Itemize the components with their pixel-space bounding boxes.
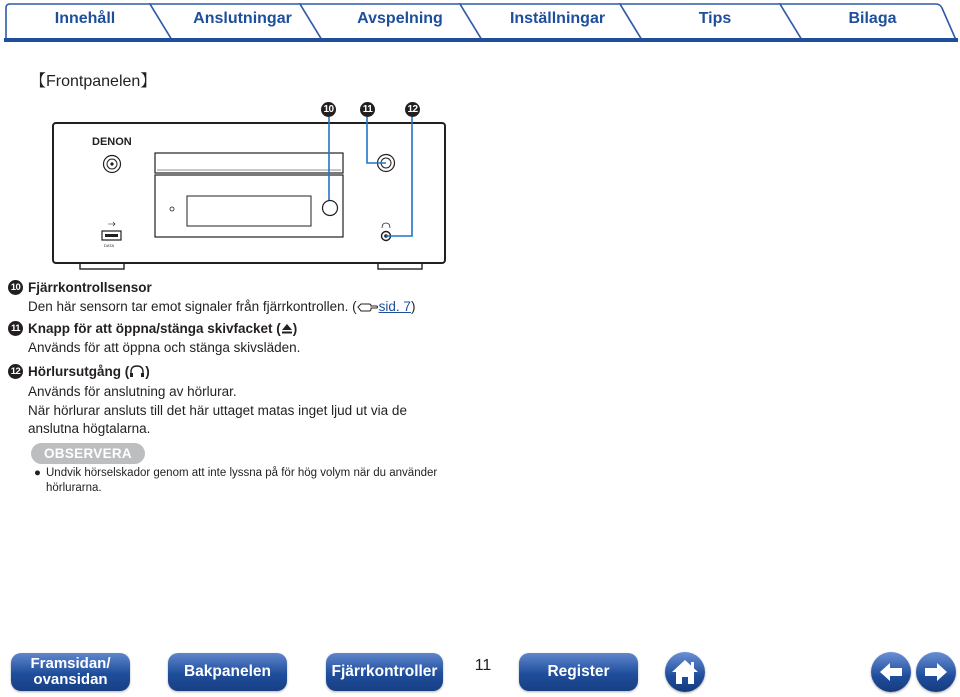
forward-button[interactable]: [916, 652, 956, 692]
item-12-title-start: Hörlursutgång (: [28, 364, 130, 379]
item-12-number: 12: [8, 364, 23, 379]
status-led: [170, 207, 174, 211]
item-10-number: 10: [8, 280, 23, 295]
rear-panel-button[interactable]: Bakpanelen: [168, 653, 287, 691]
home-button[interactable]: [665, 652, 705, 692]
tab-anslutningar[interactable]: Anslutningar: [193, 10, 292, 27]
item-12-title-end: ): [145, 364, 150, 379]
remote-sensor: [323, 201, 338, 216]
callout-11: 11: [360, 102, 375, 117]
section-title: 【Frontpanelen】: [30, 73, 157, 90]
pointing-hand-icon: [357, 301, 379, 313]
tab-bilaga[interactable]: Bilaga: [848, 10, 897, 27]
note-bullet: ●: [34, 467, 41, 479]
usb-label: DATA: [104, 243, 115, 248]
page-number: 11: [474, 657, 492, 674]
usb-port-contact: [105, 234, 118, 237]
item-11-heading: [8, 321, 297, 336]
front-panel-diagram: [0, 95, 470, 275]
item-10-ref-close: ): [410, 299, 416, 314]
callout-12: 12: [405, 102, 420, 117]
arrow-left-icon: [871, 652, 911, 692]
headphones-icon: [129, 365, 145, 378]
observera-badge: OBSERVERA: [31, 443, 145, 464]
item-12-line-3: anslutna högtalarna.: [28, 421, 151, 436]
item-10-text: Den här sensorn tar emot signaler från fjärrkontrollen.: [28, 299, 349, 314]
tab-avspelning[interactable]: Avspelning: [357, 10, 443, 27]
callout-10: 10: [321, 102, 336, 117]
item-10-ref-open: (: [352, 299, 357, 314]
register-button[interactable]: Register: [519, 653, 638, 691]
item-10-description: [28, 298, 415, 316]
power-icon: [110, 162, 113, 165]
home-icon: [665, 652, 705, 692]
item-11-title-end: ): [292, 321, 298, 336]
item-11-description: Används för att öppna och stänga skivsläden.: [28, 340, 301, 355]
item-10-title: Fjärrkontrollsensor: [28, 280, 152, 295]
back-button[interactable]: [871, 652, 911, 692]
tab-installningar[interactable]: Inställningar: [509, 10, 606, 27]
item-10-heading: [8, 280, 152, 295]
item-12-line-1: Används för anslutning av hörlurar.: [28, 384, 237, 399]
tab-tips[interactable]: Tips: [698, 10, 732, 27]
item-12-line-2: När hörlurar ansluts till det här uttaget matas inget ljud ut via de: [28, 403, 407, 418]
brand-logo: DENON: [92, 136, 132, 148]
note-text: Undvik hörselskador genom att inte lyssna på för hög volym när du använder hörlurarna.: [46, 467, 438, 494]
remote-control-button[interactable]: Fjärrkontroller: [326, 653, 443, 691]
item-11-title-start: Knapp för att öppna/stänga skivfacket (: [28, 321, 281, 336]
item-10-page-link[interactable]: sid. 7: [378, 299, 411, 314]
eject-icon: [281, 323, 293, 335]
front-panel-label-2: ovansidan: [33, 671, 108, 688]
front-panel-button[interactable]: [11, 653, 130, 691]
item-11-number: 11: [8, 321, 23, 336]
item-12-heading: [8, 364, 150, 379]
arrow-right-icon: [916, 652, 956, 692]
display-window: [187, 196, 311, 226]
tab-innehall[interactable]: Innehåll: [54, 10, 116, 27]
top-tab-bar: [0, 0, 960, 44]
front-panel-label-1: Framsidan/: [30, 655, 111, 672]
